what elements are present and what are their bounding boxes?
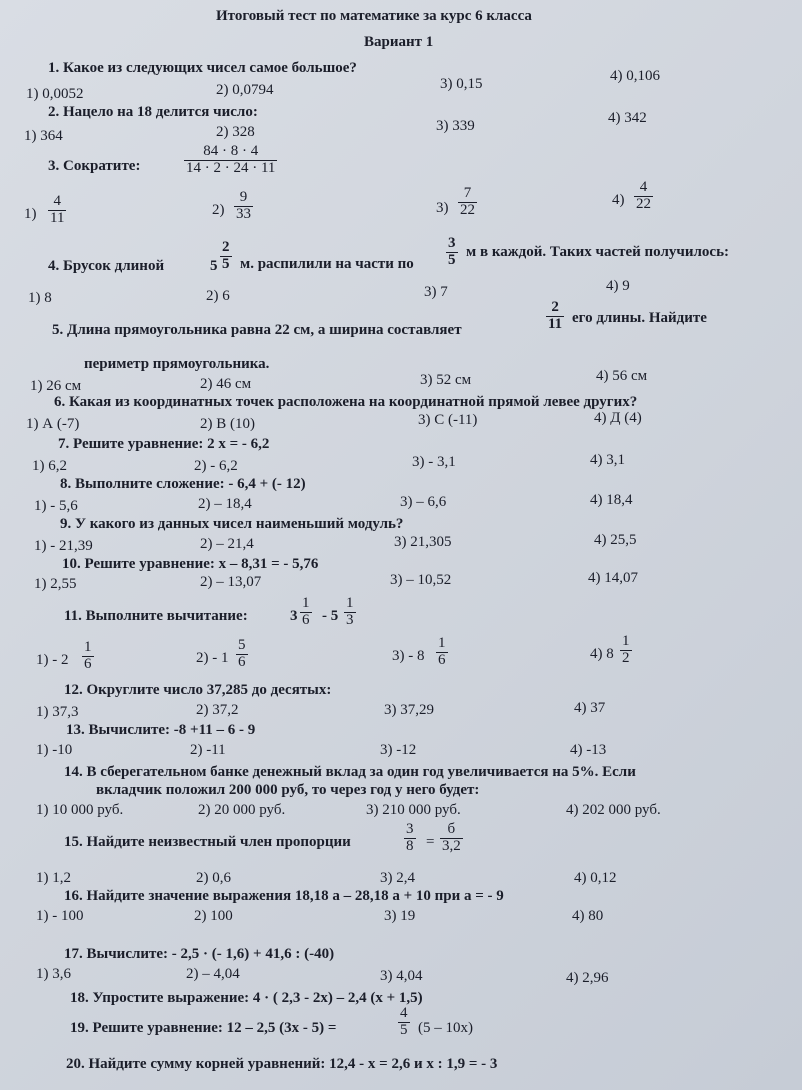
q6-answer-1: 1) А (-7) <box>26 416 80 432</box>
q4-fraction-2: $\frac{3}{5}$ <box>448 235 456 268</box>
q3-answer-4: $\frac{4}{22}$ <box>636 179 651 212</box>
q9-answer-3: 3) 21,305 <box>394 534 452 550</box>
q5-line-2: периметр прямоугольника. <box>84 356 270 372</box>
q11-answer-3-label: 3) - 8 <box>392 648 425 664</box>
q7-answer-1: 1) 6,2 <box>32 458 67 474</box>
q9-answer-2: 2) – 21,4 <box>200 536 254 552</box>
q12-answer-1: 1) 37,3 <box>36 704 79 720</box>
q4-fraction-1: $\frac{2}{5}$ <box>222 239 230 272</box>
q19-text-rest: (5 – 10х) <box>418 1020 473 1036</box>
q2-answer-1: 1) 364 <box>24 128 63 144</box>
q15-fraction-2: б 3,2 <box>442 821 461 854</box>
question-3: 3. Сократите: <box>48 158 141 174</box>
q5-answer-2: 2) 46 см <box>200 376 252 392</box>
q17-answer-2: 2) – 4,04 <box>186 966 240 982</box>
q5-answer-4: 4) 56 см <box>596 368 648 384</box>
question-16: 16. Найдите значение выражения 18,18 а – 28,18 а + 10 при а = - 9 <box>64 888 504 904</box>
q4-text-middle: м. распилили на части по <box>240 256 414 272</box>
q11-answer-2: $\frac{5}{6}$ <box>238 637 246 670</box>
q1-answer-4: 4) 0,106 <box>610 68 660 84</box>
q16-answer-2: 2) 100 <box>194 908 233 924</box>
q9-answer-1: 1) - 21,39 <box>34 538 93 554</box>
q8-answer-4: 4) 18,4 <box>590 492 633 508</box>
q11-operator: - 5 <box>322 608 339 624</box>
q9-answer-4: 4) 25,5 <box>594 532 637 548</box>
q12-answer-2: 2) 37,2 <box>196 702 239 718</box>
q17-answer-3: 3) 4,04 <box>380 968 423 984</box>
q11-answer-1: $\frac{1}{6}$ <box>84 639 92 672</box>
q10-answer-4: 4) 14,07 <box>588 570 638 586</box>
q3-denominator: 14 · 2 · 24 · 11 <box>186 159 276 176</box>
q3-expression <box>184 144 277 177</box>
q3-answer-1: $\frac{4}{11}$ <box>50 193 65 226</box>
q5-answer-1: 1) 26 см <box>30 378 82 394</box>
q6-answer-2: 2) В (10) <box>200 416 255 432</box>
q17-answer-1: 1) 3,6 <box>36 966 71 982</box>
q1-answer-1: 1) 0,0052 <box>26 86 84 102</box>
q16-answer-1: 1) - 100 <box>36 908 84 924</box>
q11-answer-4: $\frac{1}{2}$ <box>622 633 630 666</box>
question-5: 5. Длина прямоугольника равна 22 см, а ширина составляет <box>52 322 462 338</box>
question-9: 9. У какого из данных чисел наименьший модуль? <box>60 516 404 532</box>
q6-answer-4: 4) Д (4) <box>594 410 642 426</box>
q11-fraction-2: $\frac{1}{3}$ <box>346 595 354 628</box>
q10-answer-1: 1) 2,55 <box>34 576 77 592</box>
q15-answer-1: 1) 1,2 <box>36 870 71 886</box>
variant-label: Вариант 1 <box>364 34 434 50</box>
q7-answer-4: 4) 3,1 <box>590 452 625 468</box>
q13-answer-2: 2) -11 <box>190 742 226 758</box>
q14-line-2: вкладчик положил 200 000 руб, то через год у него будет: <box>96 782 480 798</box>
q7-answer-3: 3) - 3,1 <box>412 454 456 470</box>
q15-equals: = <box>426 834 435 850</box>
q13-answer-3: 3) -12 <box>380 742 417 758</box>
page-title: Итоговый тест по математике за курс 6 класса <box>216 8 532 24</box>
question-10: 10. Решите уравнение: х – 8,31 = - 5,76 <box>62 556 319 572</box>
question-13: 13. Вычислите: -8 +11 – 6 - 9 <box>66 722 256 738</box>
question-4: 4. Брусок длиной <box>48 258 165 274</box>
q14-answer-2: 2) 20 000 руб. <box>198 802 286 818</box>
question-17: 17. Вычислите: - 2,5 · (- 1,6) + 41,6 : (-40) <box>64 946 335 962</box>
q4-answer-4: 4) 9 <box>606 278 630 294</box>
q1-answer-3: 3) 0,15 <box>440 76 483 92</box>
question-18: 18. Упростите выражение: 4 · ( 2,3 - 2х) – 2,4 (х + 1,5) <box>70 990 423 1006</box>
q16-answer-4: 4) 80 <box>572 908 604 924</box>
question-11: 11. Выполните вычитание: <box>64 608 248 624</box>
q11-fraction-1: $\frac{1}{6}$ <box>302 595 310 628</box>
q3-answer-3: $\frac{7}{22}$ <box>460 185 475 218</box>
q15-answer-3: 3) 2,4 <box>380 870 415 886</box>
q4-text-rest: м в каждой. Таких частей получилось: <box>466 244 730 260</box>
q15-answer-2: 2) 0,6 <box>196 870 231 886</box>
q8-answer-2: 2) – 18,4 <box>198 496 252 512</box>
q6-answer-3: 3) С (-11) <box>418 412 478 428</box>
q10-answer-2: 2) – 13,07 <box>200 574 262 590</box>
q15-fraction-1: $\frac{3}{8}$ <box>406 821 414 854</box>
q19-fraction: $\frac{4}{5}$ <box>400 1005 408 1038</box>
q10-answer-3: 3) – 10,52 <box>390 572 452 588</box>
q1-answer-2: 2) 0,0794 <box>216 82 274 98</box>
q13-answer-4: 4) -13 <box>570 742 607 758</box>
q14-answer-4: 4) 202 000 руб. <box>566 802 661 818</box>
question-15: 15. Найдите неизвестный член пропорции <box>64 834 351 850</box>
q4-whole: 5 <box>210 258 218 274</box>
q4-answer-2: 2) 6 <box>206 288 230 304</box>
q3-answer-4-label: 4) <box>612 192 625 208</box>
question-8: 8. Выполните сложение: - 6,4 + (- 12) <box>60 476 306 492</box>
q3-answer-2-label: 2) <box>212 202 225 218</box>
question-7: 7. Решите уравнение: 2 х = - 6,2 <box>58 436 270 452</box>
q5-text-rest: его длины. Найдите <box>572 310 707 326</box>
q2-answer-4: 4) 342 <box>608 110 647 126</box>
q13-answer-1: 1) -10 <box>36 742 73 758</box>
question-14: 14. В сберегательном банке денежный вклад за один год увеличивается на 5%. Если <box>64 764 636 780</box>
q11-answer-4-label: 4) 8 <box>590 646 614 662</box>
q11-whole-1: 3 <box>290 608 298 624</box>
q5-fraction: $\frac{2}{11}$ <box>548 299 563 332</box>
q4-answer-3: 3) 7 <box>424 284 448 300</box>
q4-answer-1: 1) 8 <box>28 290 52 306</box>
question-12: 12. Округлите число 37,285 до десятых: <box>64 682 332 698</box>
q3-answer-3-label: 3) <box>436 200 449 216</box>
q2-answer-2: 2) 328 <box>216 124 255 140</box>
q11-answer-1-label: 1) - 2 <box>36 652 69 668</box>
q3-numerator: 84 · 8 · 4 <box>203 143 259 159</box>
question-6: 6. Какая из координатных точек расположена на координатной прямой левее других? <box>54 394 638 410</box>
q7-answer-2: 2) - 6,2 <box>194 458 238 474</box>
q12-answer-4: 4) 37 <box>574 700 606 716</box>
q3-answer-2: $\frac{9}{33}$ <box>236 189 251 222</box>
question-20: 20. Найдите сумму корней уравнений: 12,4 - х = 2,6 и х : 1,9 = - 3 <box>66 1056 498 1072</box>
q12-answer-3: 3) 37,29 <box>384 702 434 718</box>
question-2: 2. Нацело на 18 делится число: <box>48 104 258 120</box>
q3-answer-1-label: 1) <box>24 206 37 222</box>
q17-answer-4: 4) 2,96 <box>566 970 609 986</box>
question-19: 19. Решите уравнение: 12 – 2,5 (3х - 5) = <box>70 1020 337 1036</box>
q8-answer-3: 3) – 6,6 <box>400 494 447 510</box>
q16-answer-3: 3) 19 <box>384 908 416 924</box>
q8-answer-1: 1) - 5,6 <box>34 498 78 514</box>
q15-answer-4: 4) 0,12 <box>574 870 617 886</box>
q2-answer-3: 3) 339 <box>436 118 475 134</box>
q11-answer-3: $\frac{1}{6}$ <box>438 635 446 668</box>
q11-answer-2-label: 2) - 1 <box>196 650 229 666</box>
q14-answer-3: 3) 210 000 руб. <box>366 802 461 818</box>
q5-answer-3: 3) 52 см <box>420 372 472 388</box>
q14-answer-1: 1) 10 000 руб. <box>36 802 124 818</box>
question-1: 1. Какое из следующих чисел самое большое? <box>48 60 357 76</box>
